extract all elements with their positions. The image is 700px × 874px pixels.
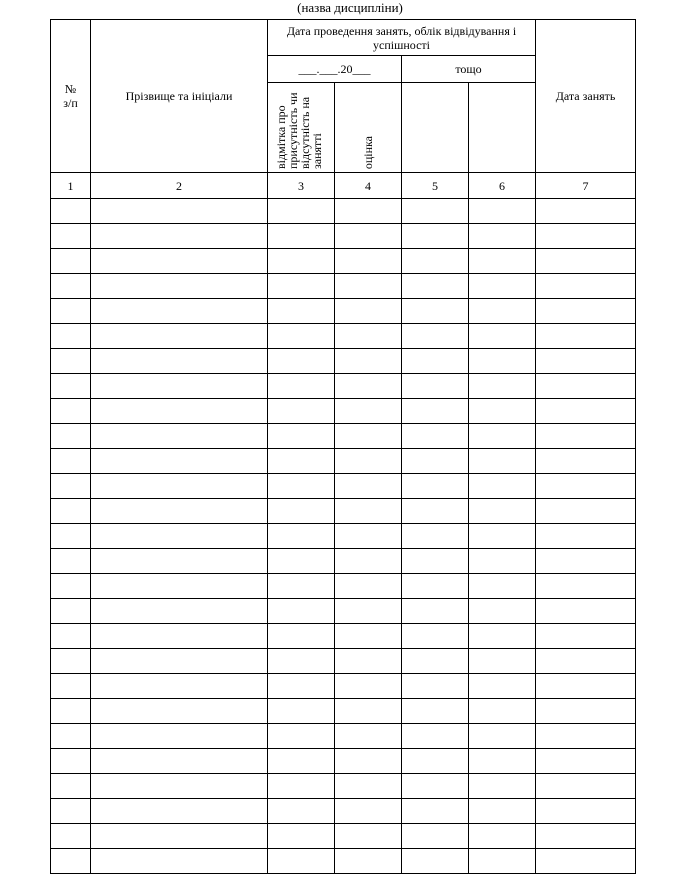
table-cell [51, 324, 91, 349]
table-cell [536, 374, 636, 399]
attendance-journal-table [50, 19, 636, 874]
table-cell [469, 649, 536, 674]
table-row [51, 749, 636, 774]
table-cell [335, 674, 402, 699]
header-name-label: Прізвище та ініціали [125, 89, 233, 103]
table-cell [402, 224, 469, 249]
table-cell [91, 574, 268, 599]
table-cell [469, 424, 536, 449]
table-row [51, 674, 636, 699]
table-cell [536, 349, 636, 374]
table-cell [91, 749, 268, 774]
table-cell [51, 299, 91, 324]
table-cell [335, 499, 402, 524]
table-cell [402, 449, 469, 474]
table-cell [268, 324, 335, 349]
column-number-6: 6 [469, 173, 536, 199]
header-date-blank-cell [268, 56, 402, 83]
header-grade-label: оцінка [361, 135, 375, 169]
table-cell [91, 399, 268, 424]
table-cell [402, 674, 469, 699]
table-cell [402, 724, 469, 749]
table-cell [51, 549, 91, 574]
table-cell [51, 799, 91, 824]
table-cell [469, 624, 536, 649]
table-row [51, 649, 636, 674]
header-number-cell [51, 20, 91, 173]
table-cell [335, 349, 402, 374]
header-right-label: Дата занять [555, 89, 616, 103]
table-cell [402, 499, 469, 524]
table-cell [536, 524, 636, 549]
table-cell [268, 574, 335, 599]
table-cell [469, 249, 536, 274]
column-number-2: 2 [91, 173, 268, 199]
table-cell [335, 749, 402, 774]
table-cell [335, 374, 402, 399]
table-cell [536, 749, 636, 774]
table-cell [268, 824, 335, 849]
table-cell [335, 649, 402, 674]
table-cell [536, 474, 636, 499]
table-row [51, 549, 636, 574]
table-cell [51, 624, 91, 649]
table-row [51, 399, 636, 424]
header-grade-cell [335, 83, 402, 173]
table-cell [402, 474, 469, 499]
table-cell [91, 249, 268, 274]
table-row [51, 724, 636, 749]
header-empty-cell [469, 83, 536, 173]
table-cell [469, 274, 536, 299]
table-cell [91, 674, 268, 699]
table-cell [536, 299, 636, 324]
table-cell [51, 374, 91, 399]
table-cell [469, 599, 536, 624]
table-cell [268, 399, 335, 424]
table-cell [91, 799, 268, 824]
table-cell [335, 624, 402, 649]
table-cell [335, 799, 402, 824]
table-cell [51, 449, 91, 474]
table-cell [268, 524, 335, 549]
table-cell [51, 574, 91, 599]
table-cell [51, 649, 91, 674]
header-group-label: Дата проведення занять, облік відвідування і успішності [286, 23, 517, 52]
table-cell [335, 224, 402, 249]
table-cell [402, 549, 469, 574]
table-cell [469, 799, 536, 824]
header-empty-cell [402, 83, 469, 173]
table-cell [335, 474, 402, 499]
table-cell [469, 699, 536, 724]
column-number-5: 5 [402, 173, 469, 199]
table-cell [469, 399, 536, 424]
table-cell [268, 749, 335, 774]
table-cell [268, 349, 335, 374]
table-cell [402, 849, 469, 874]
column-number-7: 7 [536, 173, 636, 199]
table-cell [91, 324, 268, 349]
table-cell [91, 199, 268, 224]
table-cell [51, 249, 91, 274]
table-cell [268, 474, 335, 499]
table-cell [469, 349, 536, 374]
table-cell [268, 849, 335, 874]
table-cell [335, 324, 402, 349]
column-number-3: 3 [268, 173, 335, 199]
table-cell [402, 374, 469, 399]
table-row [51, 524, 636, 549]
table-cell [268, 249, 335, 274]
table-cell [268, 499, 335, 524]
table-cell [469, 774, 536, 799]
table-cell [469, 199, 536, 224]
table-cell [536, 674, 636, 699]
table-cell [335, 774, 402, 799]
table-cell [402, 799, 469, 824]
table-cell [536, 624, 636, 649]
table-row [51, 299, 636, 324]
table-row [51, 449, 636, 474]
table-cell [402, 199, 469, 224]
table-cell [536, 574, 636, 599]
table-cell [51, 424, 91, 449]
table-cell [51, 199, 91, 224]
table-cell [91, 849, 268, 874]
table-cell [268, 224, 335, 249]
table-cell [536, 399, 636, 424]
table-cell [51, 599, 91, 624]
table-cell [91, 374, 268, 399]
table-cell [335, 274, 402, 299]
table-cell [335, 599, 402, 624]
table-cell [335, 849, 402, 874]
table-cell [91, 599, 268, 624]
header-name-cell [91, 20, 268, 173]
table-cell [469, 224, 536, 249]
table-cell [335, 424, 402, 449]
table-row [51, 699, 636, 724]
table-cell [268, 774, 335, 799]
table-cell [536, 649, 636, 674]
table-cell [91, 499, 268, 524]
table-cell [536, 549, 636, 574]
table-row [51, 474, 636, 499]
table-cell [536, 849, 636, 874]
table-cell [469, 374, 536, 399]
table-cell [51, 524, 91, 549]
table-cell [536, 599, 636, 624]
table-cell [402, 399, 469, 424]
table-cell [51, 749, 91, 774]
table-cell [268, 599, 335, 624]
table-cell [51, 674, 91, 699]
header-number-label: № з/п [63, 82, 78, 110]
table-cell [536, 449, 636, 474]
table-cell [91, 224, 268, 249]
table-cell [536, 799, 636, 824]
column-number-4: 4 [335, 173, 402, 199]
table-cell [402, 524, 469, 549]
table-row [51, 224, 636, 249]
table-cell [402, 274, 469, 299]
table-cell [335, 574, 402, 599]
table-cell [91, 774, 268, 799]
table-cell [469, 574, 536, 599]
table-cell [469, 449, 536, 474]
table-cell [402, 774, 469, 799]
header-etc-cell [402, 56, 536, 83]
table-cell [51, 849, 91, 874]
table-cell [402, 299, 469, 324]
header-group-cell [268, 20, 536, 56]
table-cell [402, 249, 469, 274]
table-cell [536, 224, 636, 249]
table-cell [402, 574, 469, 599]
table-cell [402, 424, 469, 449]
table-row [51, 849, 636, 874]
table-row [51, 774, 636, 799]
table-cell [469, 724, 536, 749]
header-date-blank: ___.___.20___ [298, 62, 371, 76]
table-row [51, 824, 636, 849]
table-cell [469, 299, 536, 324]
table-cell [402, 699, 469, 724]
table-cell [51, 224, 91, 249]
column-number-1: 1 [51, 173, 91, 199]
table-cell [268, 374, 335, 399]
table-row [51, 349, 636, 374]
table-cell [268, 799, 335, 824]
header-attendance-label: відмітка про присутність чи відсутність на занятті [274, 92, 324, 169]
table-cell [536, 724, 636, 749]
table-cell [51, 699, 91, 724]
table-row [51, 799, 636, 824]
table-cell [268, 699, 335, 724]
table-cell [268, 549, 335, 574]
header-etc-label: тощо [455, 62, 482, 76]
table-cell [335, 724, 402, 749]
table-cell [268, 449, 335, 474]
table-cell [268, 649, 335, 674]
table-cell [402, 324, 469, 349]
table-cell [335, 549, 402, 574]
table-cell [91, 524, 268, 549]
table-cell [536, 249, 636, 274]
table-body [51, 199, 636, 874]
table-cell [335, 199, 402, 224]
table-cell [536, 774, 636, 799]
table-row [51, 599, 636, 624]
table-cell [469, 749, 536, 774]
table-cell [469, 474, 536, 499]
table-cell [268, 624, 335, 649]
table-cell [335, 249, 402, 274]
table-cell [335, 824, 402, 849]
table-cell [268, 424, 335, 449]
table-cell [402, 624, 469, 649]
table-cell [536, 699, 636, 724]
table-row [51, 324, 636, 349]
table-cell [91, 649, 268, 674]
table-cell [469, 824, 536, 849]
table-cell [469, 499, 536, 524]
table-cell [536, 824, 636, 849]
table-cell [402, 349, 469, 374]
table-cell [335, 399, 402, 424]
table-row [51, 424, 636, 449]
table-cell [536, 199, 636, 224]
table-cell [51, 474, 91, 499]
table-cell [51, 724, 91, 749]
table-row [51, 274, 636, 299]
table-cell [536, 499, 636, 524]
table-cell [536, 274, 636, 299]
table-cell [91, 424, 268, 449]
table-cell [268, 274, 335, 299]
table-cell [91, 624, 268, 649]
table-cell [91, 274, 268, 299]
table-cell [51, 399, 91, 424]
table-cell [536, 324, 636, 349]
table-row [51, 574, 636, 599]
table-cell [91, 724, 268, 749]
table-cell [51, 274, 91, 299]
table-cell [268, 299, 335, 324]
table-row [51, 499, 636, 524]
discipline-name-caption: (назва дисципліни) [297, 0, 403, 15]
table-cell [51, 774, 91, 799]
table-cell [335, 449, 402, 474]
table-cell [469, 524, 536, 549]
table-cell [335, 524, 402, 549]
table-cell [402, 824, 469, 849]
table-cell [536, 424, 636, 449]
table-cell [268, 724, 335, 749]
table-cell [469, 849, 536, 874]
table-cell [91, 349, 268, 374]
table-cell [402, 599, 469, 624]
table-row [51, 374, 636, 399]
table-cell [469, 674, 536, 699]
table-cell [91, 549, 268, 574]
table-cell [51, 499, 91, 524]
table-cell [268, 674, 335, 699]
table-cell [335, 299, 402, 324]
table-row [51, 199, 636, 224]
table-cell [469, 549, 536, 574]
header-attendance-cell [268, 83, 335, 173]
table-row [51, 249, 636, 274]
table-cell [91, 699, 268, 724]
table-cell [402, 649, 469, 674]
table-cell [91, 474, 268, 499]
table-cell [51, 824, 91, 849]
table-row [51, 624, 636, 649]
table-cell [335, 699, 402, 724]
table-cell [469, 324, 536, 349]
table-cell [268, 199, 335, 224]
table-cell [51, 349, 91, 374]
table-cell [91, 449, 268, 474]
table-cell [402, 749, 469, 774]
header-right-cell [536, 20, 636, 173]
table-cell [91, 824, 268, 849]
table-cell [91, 299, 268, 324]
